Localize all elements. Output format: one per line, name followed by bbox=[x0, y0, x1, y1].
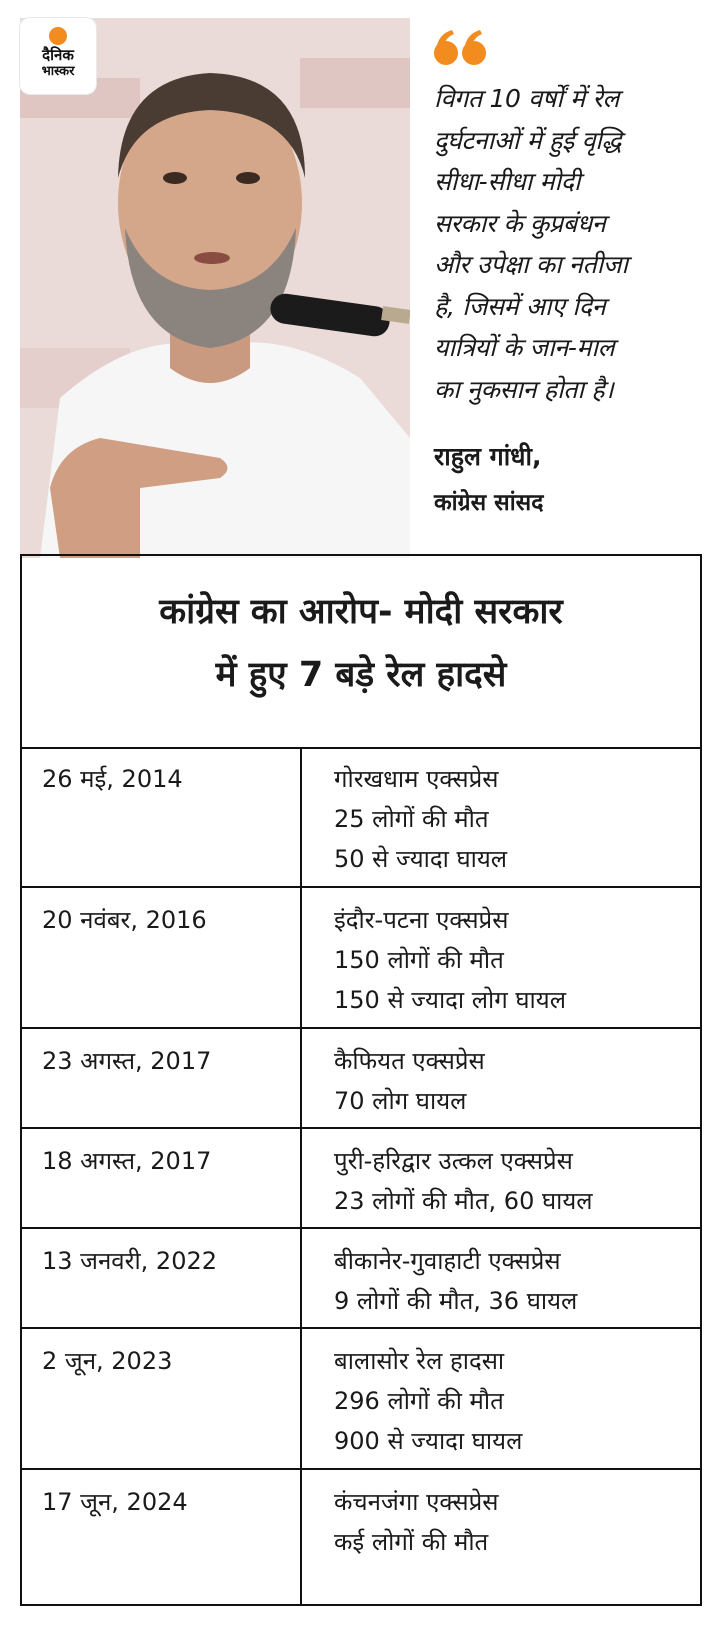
table-title-line2: में हुए 7 बड़े रेल हादसे bbox=[215, 655, 507, 695]
row-date: 17 जून, 2024 bbox=[42, 1488, 188, 1516]
column-divider bbox=[300, 888, 302, 1027]
detail-line: 70 लोग घायल bbox=[334, 1087, 467, 1115]
quote-line: सीधा-सीधा मोदी bbox=[434, 167, 581, 196]
row-date: 18 अगस्त, 2017 bbox=[42, 1147, 212, 1175]
detail-line: 23 लोगों की मौत, 60 घायल bbox=[334, 1187, 593, 1215]
row-details bbox=[334, 1341, 694, 1461]
detail-line: कंचनजंगा एक्सप्रेस bbox=[334, 1488, 499, 1516]
dainik-bhaskar-logo bbox=[20, 18, 96, 94]
row-details bbox=[334, 1241, 694, 1321]
quote-line: दुर्घटनाओं में हुई वृद्धि bbox=[434, 125, 622, 155]
row-details bbox=[334, 1482, 694, 1562]
row-date: 20 नवंबर, 2016 bbox=[42, 906, 207, 934]
table-row bbox=[22, 1129, 700, 1229]
column-divider bbox=[300, 1329, 302, 1468]
detail-line: बालासोर रेल हादसा bbox=[334, 1347, 505, 1375]
detail-line: 50 से ज्यादा घायल bbox=[334, 845, 508, 873]
detail-line: पुरी-हरिद्वार उत्कल एक्सप्रेस bbox=[334, 1147, 573, 1175]
quote-author: राहुल गांधी, bbox=[434, 442, 542, 471]
detail-line: 25 लोगों की मौत bbox=[334, 805, 489, 833]
quote-line: का नुकसान होता है। bbox=[434, 374, 614, 404]
column-divider bbox=[300, 1129, 302, 1227]
table-row bbox=[22, 1329, 700, 1470]
table-row bbox=[22, 888, 700, 1029]
detail-line: कई लोगों की मौत bbox=[334, 1528, 489, 1556]
detail-line: 150 से ज्यादा लोग घायल bbox=[334, 986, 566, 1014]
column-divider bbox=[300, 1470, 302, 1604]
row-details bbox=[334, 1041, 694, 1121]
quote-line: विगत 10 वर्षों में रेल bbox=[434, 84, 620, 113]
quote-line: है, जिसमें आए दिन bbox=[434, 291, 606, 321]
table-row bbox=[22, 747, 700, 888]
detail-line: 900 से ज्यादा घायल bbox=[334, 1427, 523, 1455]
row-date: 26 मई, 2014 bbox=[42, 765, 183, 793]
quote-text bbox=[434, 78, 694, 410]
table-header bbox=[22, 556, 700, 749]
detail-line: बीकानेर-गुवाहाटी एक्सप्रेस bbox=[334, 1247, 561, 1275]
column-divider bbox=[300, 747, 302, 886]
row-date: 23 अगस्त, 2017 bbox=[42, 1047, 212, 1075]
table-row bbox=[22, 1029, 700, 1129]
table-row bbox=[22, 1229, 700, 1329]
quote-author-role: कांग्रेस सांसद bbox=[434, 490, 544, 516]
speaker-photo bbox=[20, 18, 410, 558]
detail-line: इंदौर-पटना एक्सप्रेस bbox=[334, 906, 509, 934]
quote-line: यात्रियों के जान-माल bbox=[434, 333, 615, 362]
detail-line: कैफियत एक्सप्रेस bbox=[334, 1047, 485, 1075]
detail-line: 150 लोगों की मौत bbox=[334, 946, 504, 974]
table-title-line1: कांग्रेस का आरोप- मोदी सरकार bbox=[159, 592, 563, 632]
detail-line: 9 लोगों की मौत, 36 घायल bbox=[334, 1287, 578, 1315]
row-date: 2 जून, 2023 bbox=[42, 1347, 173, 1375]
column-divider bbox=[300, 1229, 302, 1327]
logo-text-line2: भास्कर bbox=[41, 64, 75, 79]
row-details bbox=[334, 900, 694, 1020]
quote-line: और उपेक्षा का नतीजा bbox=[434, 250, 628, 279]
quote-line: सरकार के कुप्रबंधन bbox=[434, 208, 606, 238]
column-divider bbox=[300, 1029, 302, 1127]
logo-text-line1: दैनिक bbox=[42, 46, 74, 64]
row-details bbox=[334, 1141, 694, 1221]
row-details bbox=[334, 759, 694, 879]
logo-sun-dot bbox=[49, 27, 67, 45]
detail-line: गोरखधाम एक्सप्रेस bbox=[334, 765, 499, 793]
detail-line: 296 लोगों की मौत bbox=[334, 1387, 504, 1415]
table-row bbox=[22, 1470, 700, 1604]
accidents-table bbox=[20, 554, 702, 1606]
quote-mark-icon bbox=[432, 28, 492, 68]
row-date: 13 जनवरी, 2022 bbox=[42, 1247, 218, 1275]
